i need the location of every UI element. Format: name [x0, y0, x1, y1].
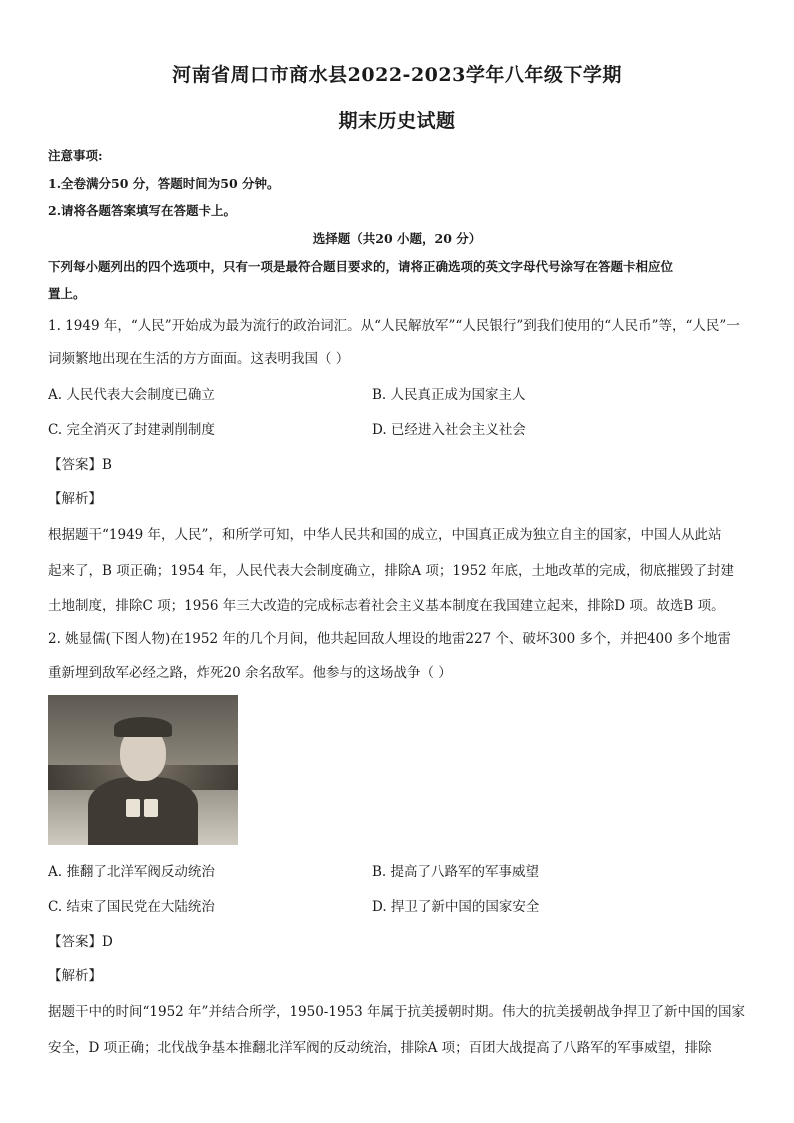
notice-item-1: 1.全卷满分50 分，答题时间为50 分钟。	[48, 176, 280, 191]
q2-option-c: C. 结束了国民党在大陆统治	[48, 899, 215, 915]
q1-option-c: C. 完全消灭了封建剥削制度	[48, 422, 215, 438]
q1-stem-line2: 词频繁地出现在生活的方方面面。这表明我国（ ）	[48, 351, 350, 367]
q1-option-a: A. 人民代表大会制度已确立	[48, 387, 215, 403]
q2-option-d: D. 捍卫了新中国的国家安全	[372, 899, 540, 915]
exam-title-line1: 河南省周口市商水县2022-2023学年八年级下学期	[172, 64, 622, 86]
q1-analysis-label: 【解析】	[48, 491, 102, 507]
section-heading: 选择题（共20 小题，20 分）	[312, 231, 482, 246]
section-instruction-line1: 下列每小题列出的四个选项中，只有一项是最符合题目要求的，请将正确选项的英文字母代号涂写在答题卡相应位	[48, 259, 674, 274]
q2-answer: 【答案】D	[48, 934, 113, 950]
q1-analysis-line3: 土地制度，排除C 项；1956 年三大改造的完成标志着社会主义基本制度在我国建立起来，排除D 项。故选B 项。	[48, 598, 725, 614]
q2-analysis-line1: 据题干中的时间“1952 年”并结合所学，1950-1953 年属于抗美援朝时期。伟大的抗美援朝战争捍卫了新中国的国家	[48, 1004, 746, 1020]
q2-option-b: B. 提高了八路军的军事威望	[372, 864, 540, 880]
q2-analysis-line2: 安全，D 项正确；北伐战争基本推翻北洋军阀的反动统治，排除A 项；百团大战提高了八路军的军事威望，排除	[48, 1040, 712, 1056]
q1-option-d: D. 已经进入社会主义社会	[372, 422, 526, 438]
q1-answer: 【答案】B	[48, 457, 112, 473]
notice-item-2: 2.请将各题答案填写在答题卡上。	[48, 203, 237, 218]
q2-option-a: A. 推翻了北洋军阀反动统治	[48, 864, 215, 880]
q2-stem-line1: 2. 姚显儒(下图人物)在1952 年的几个月间，他共起回敌人埋设的地雷227 个、破坏300 多个，并把400 多个地雷	[48, 631, 732, 647]
q1-stem-line1: 1. 1949 年，“人民”开始成为最为流行的政治词汇。从“人民解放军”“人民银行”到我们使用的“人民币”等，“人民”一	[48, 318, 740, 334]
q1-analysis-line1: 根据题干“1949 年，人民”，和所学可知，中华人民共和国的成立，中国真正成为独立自主的国家，中国人从此站	[48, 527, 722, 543]
q2-analysis-label: 【解析】	[48, 968, 102, 984]
exam-title-line2: 期末历史试题	[338, 110, 456, 132]
q2-stem-line2: 重新埋到敌军必经之路，炸死20 余名敌军。他参与的这场战争（ ）	[48, 665, 452, 681]
soldier-portrait-photo	[48, 695, 238, 845]
q1-option-b: B. 人民真正成为国家主人	[372, 387, 526, 403]
notice-heading: 注意事项:	[48, 148, 103, 163]
section-instruction-line2: 置上。	[48, 286, 86, 301]
q1-analysis-line2: 起来了，B 项正确；1954 年，人民代表大会制度确立，排除A 项；1952 年底，土地改革的完成，彻底摧毁了封建	[48, 563, 735, 579]
